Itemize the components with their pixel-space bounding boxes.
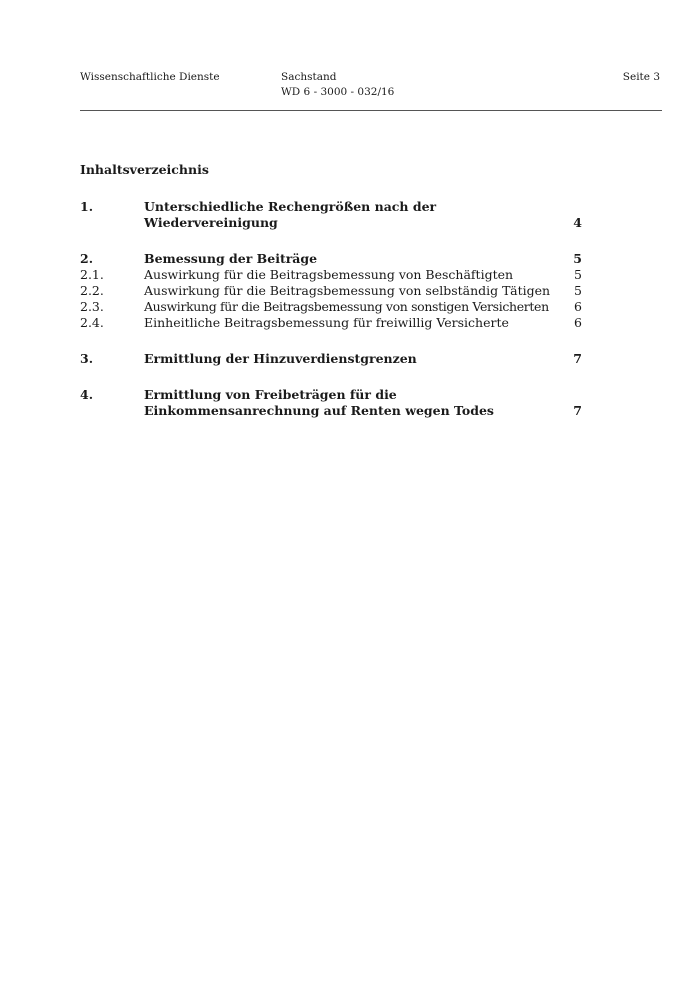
toc-entry-page: 6	[574, 299, 582, 314]
toc-entry-1[interactable]	[80, 199, 582, 231]
toc-entry-title-line: Wiedervereinigung	[144, 215, 278, 230]
toc-entry-2-1[interactable]	[80, 267, 582, 283]
toc-entry-number: 4.	[80, 387, 94, 402]
toc-entry-page: 5	[573, 251, 582, 266]
toc-entry-title: Einheitliche Beitragsbemessung für freiwillig Versicherte	[144, 315, 509, 330]
toc-entry-3[interactable]	[80, 351, 582, 367]
toc-entry-page: 7	[573, 403, 582, 418]
header-document-type: Sachstand	[281, 71, 337, 83]
header-department: Wissenschaftliche Dienste	[80, 71, 220, 83]
toc-entry-title	[144, 387, 570, 419]
toc-entry-title: Auswirkung für die Beitragsbemessung von Beschäftigten	[144, 267, 514, 282]
toc-entry-number: 1.	[80, 199, 94, 214]
toc-entry-title: Bemessung der Beiträge	[144, 251, 318, 266]
toc-entry-number: 2.2.	[80, 283, 104, 298]
toc-entry-2-4[interactable]	[80, 315, 582, 331]
page-header	[80, 70, 662, 110]
toc-entry-title	[144, 199, 570, 231]
toc-entry-number: 3.	[80, 351, 94, 366]
toc-entry-2-2[interactable]	[80, 283, 582, 299]
toc-entry-4[interactable]	[80, 387, 582, 419]
toc-entry-title-line: Unterschiedliche Rechengrößen nach der	[144, 199, 437, 214]
header-divider	[80, 110, 662, 111]
toc-entry-title: Auswirkung für die Beitragsbemessung von sonstigen Versicherten	[144, 299, 549, 314]
toc-entry-title-line: Ermittlung von Freibeträgen für die	[144, 387, 397, 402]
toc-entry-page: 7	[573, 351, 582, 366]
toc-entry-title: Ermittlung der Hinzuverdienstgrenzen	[144, 351, 417, 366]
toc-entry-page: 6	[574, 315, 582, 330]
toc-entry-number: 2.	[80, 251, 94, 266]
table-of-contents	[80, 199, 582, 419]
toc-entry-number: 2.1.	[80, 267, 104, 282]
header-document-info	[281, 70, 394, 100]
toc-entry-page: 4	[573, 215, 582, 230]
toc-entry-page: 5	[574, 283, 582, 298]
header-document-number: WD 6 - 3000 - 032/16	[281, 86, 395, 98]
toc-entry-title: Auswirkung für die Beitragsbemessung von selbständig Tätigen	[144, 283, 551, 298]
toc-entry-2[interactable]	[80, 251, 582, 267]
toc-entry-title-line: Einkommensanrechnung auf Renten wegen Todes	[144, 403, 494, 418]
toc-title: Inhaltsverzeichnis	[80, 162, 209, 177]
toc-entry-number: 2.3.	[80, 299, 104, 314]
toc-entry-number: 2.4.	[80, 315, 104, 330]
header-page-number: Seite 3	[622, 71, 660, 83]
toc-entry-page: 5	[574, 267, 582, 282]
toc-entry-2-3[interactable]	[80, 299, 582, 315]
